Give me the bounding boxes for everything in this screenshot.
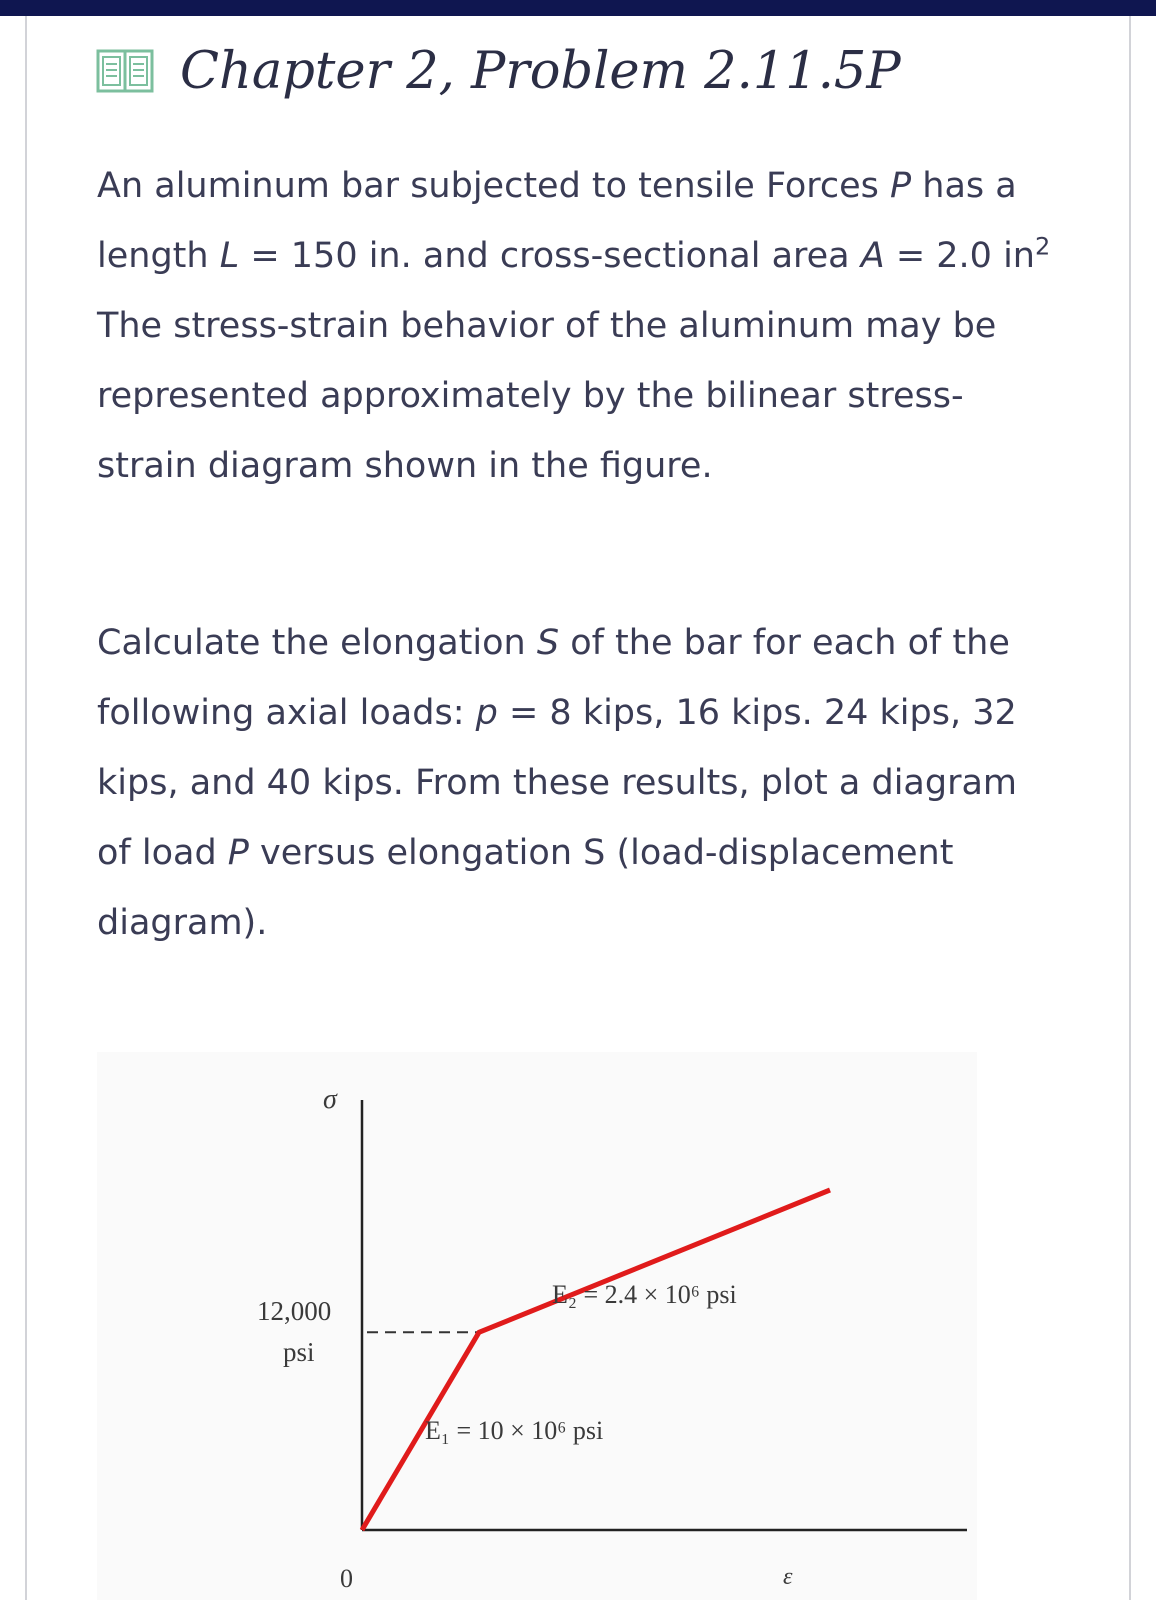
e1-modulus-label: E₁ = 10 × 10⁶ psi [425,1416,604,1445]
problem-question [97,608,1057,958]
page-title: Chapter 2, Problem 2.11.5P [180,41,901,101]
yield-stress-unit: psi [283,1337,315,1367]
origin-label: 0 [340,1564,353,1593]
var-P: P [890,166,912,206]
var-A: A [860,236,885,276]
var-p: p [475,693,498,733]
text-run: of the bar for each of the following axial loads: [97,623,1010,733]
var-L: L [219,236,240,276]
text-run: has a length [97,166,1017,276]
superscript: 2 [1034,232,1051,261]
text-run: Calculate the elongation [97,623,537,663]
book-icon [96,49,154,93]
problem-statement [97,151,1057,501]
var-S: S [536,623,560,663]
text-run: = 8 kips, 16 kips. 24 kips, 32 kips, and 40 kips. From these results, plot a diagram of load [97,693,1018,873]
e2-modulus-label: E₂ = 2.4 × 10⁶ psi [552,1280,737,1309]
text-run: versus elongation S (load-displacement diagram). [97,833,954,943]
x-axis-label: ε [783,1564,793,1590]
text-run: = 150 in. and cross-sectional area [239,236,861,276]
text-run: = 2.0 in [884,236,1035,276]
stress-strain-figure [97,1052,977,1600]
text-run: An aluminum bar subjected to tensile Forces [97,166,891,206]
text-run: The stress-strain behavior of the aluminum may be represented approximately by the bilinear stress-strain diagram shown in the figure. [97,306,997,486]
stress-strain-chart [97,1052,977,1600]
stress-strain-series [362,1190,830,1530]
problem-header [96,36,901,106]
yield-stress-value: 12,000 [257,1296,332,1326]
top-bar [0,0,1156,16]
var-P: P [227,833,249,873]
y-axis-label: σ [323,1084,337,1115]
